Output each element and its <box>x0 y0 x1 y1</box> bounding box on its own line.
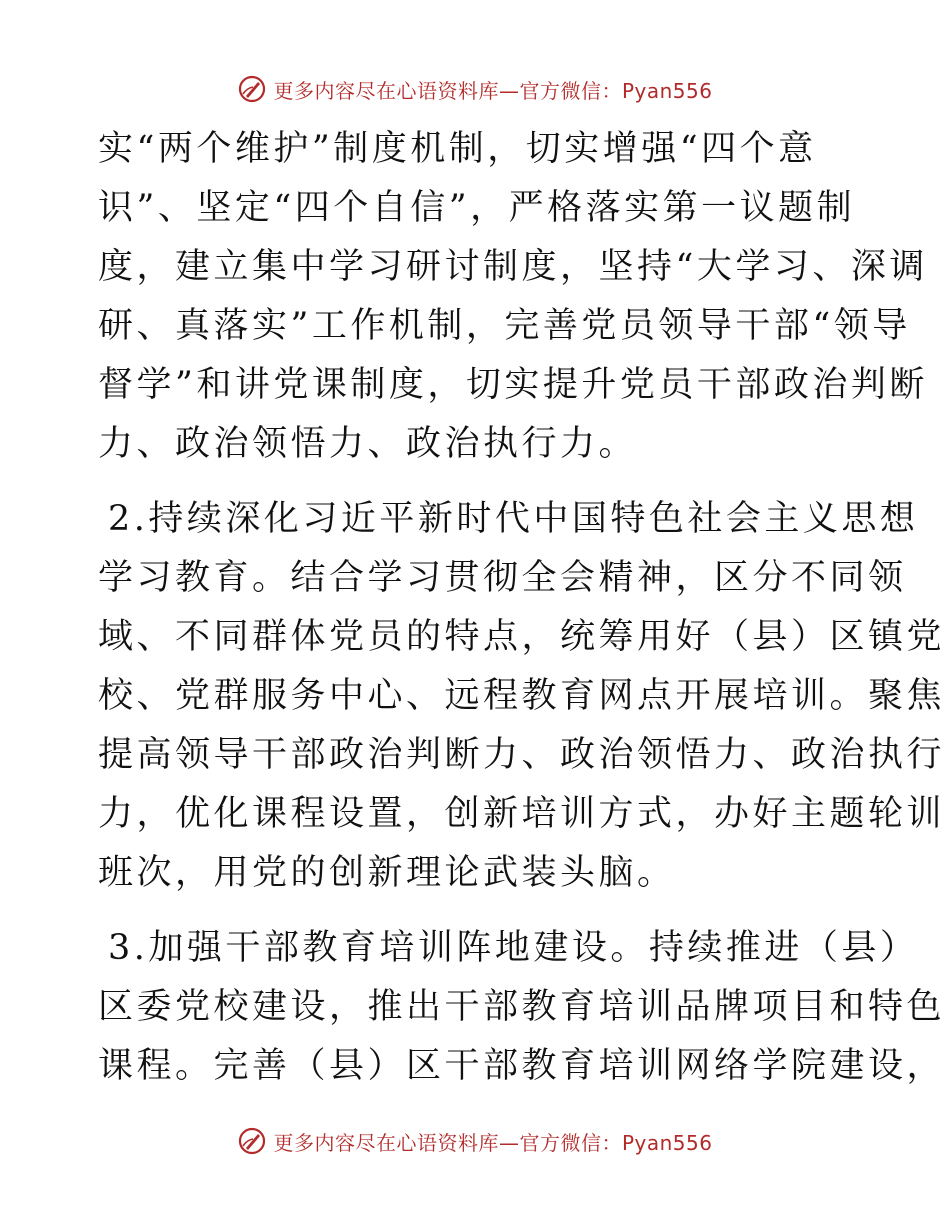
document-body <box>98 120 946 1096</box>
text-line: 实“两个维护”制度机制，切实增强“四个意 <box>98 129 817 169</box>
header-banner-text: 更多内容尽在心语资料库—官方微信：Pyan556 <box>273 78 713 103</box>
footer-banner-text: 更多内容尽在心语资料库—官方微信：Pyan556 <box>273 1130 713 1155</box>
quill-pen-logo-icon <box>237 74 267 104</box>
text-line: 区委党校建设，推出干部教育培训品牌项目和特色 <box>98 987 946 1027</box>
text-line: 识”、坚定“四个自信”，严格落实第一议题制 <box>98 188 856 228</box>
text-line: 班次，用党的创新理论武装头脑。 <box>98 853 676 893</box>
text-line: 校、党群服务中心、远程教育网点开展培训。聚焦 <box>98 676 946 716</box>
paragraph-3 <box>98 919 946 1096</box>
text-line: 提高领导干部政治判断力、政治领悟力、政治执行 <box>98 735 946 775</box>
text-line: 研、真落实”工作机制，完善党员领导干部“领导 <box>98 306 911 346</box>
text-line: 力，优化课程设置，创新培训方式，办好主题轮训 <box>98 794 946 834</box>
header-banner <box>0 72 950 106</box>
text-line: 学习教育。结合学习贯彻全会精神，区分不同领 <box>98 558 907 598</box>
text-line: 力、政治领悟力、政治执行力。 <box>98 424 638 464</box>
quill-pen-logo-icon <box>237 1126 267 1156</box>
text-line: 督学”和讲党课制度，切实提升党员干部政治判断 <box>98 365 928 405</box>
text-line: 课程。完善（县）区干部教育培训网络学院建设， <box>98 1046 946 1086</box>
text-line: 域、不同群体党员的特点，统筹用好（县）区镇党 <box>98 617 946 657</box>
paragraph-1 <box>98 120 928 474</box>
paragraph-2 <box>98 490 946 903</box>
footer-banner <box>0 1124 950 1158</box>
text-line: 2.持续深化习近平新时代中国特色社会主义思想 <box>108 499 919 539</box>
text-line: 度，建立集中学习研讨制度，坚持“大学习、深调 <box>98 247 928 287</box>
text-line: 3.加强干部教育培训阵地建设。持续推进（县） <box>108 928 919 968</box>
